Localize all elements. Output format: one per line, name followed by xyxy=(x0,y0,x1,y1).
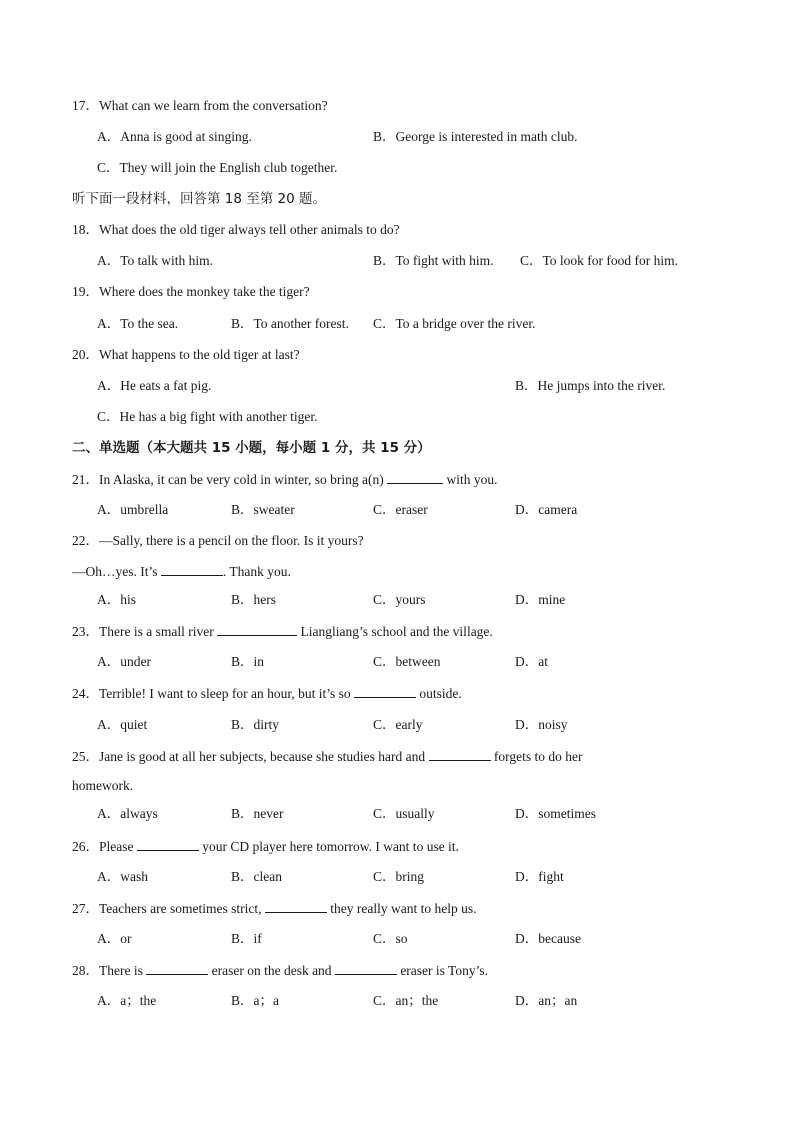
q26-option-d: D．fight xyxy=(515,869,564,884)
q26-option-a: A．wash xyxy=(97,869,148,884)
q28-text-middle: eraser on the desk and xyxy=(211,963,332,978)
q18-option-c: C．To look for food for him. xyxy=(520,253,679,268)
q23-text-before: 23．There is a small river xyxy=(72,624,214,639)
question-18-stem: 18．What does the old tiger always tell other animals to do? xyxy=(72,222,400,237)
q24-text-after: outside. xyxy=(419,686,462,701)
answer-blank xyxy=(217,622,297,636)
q25-option-a: A．always xyxy=(97,806,158,821)
question-17-stem: 17．What can we learn from the conversation? xyxy=(72,98,328,113)
q20-option-a: A．He eats a fat pig. xyxy=(97,378,212,393)
q19-option-b: B．To another forest. xyxy=(231,316,349,331)
question-25-continuation: homework. xyxy=(72,778,134,793)
q23-text-after: Liangliang’s school and the village. xyxy=(300,624,493,639)
q17-option-b: B．George is interested in math club. xyxy=(373,129,578,144)
q25-text-after: forgets to do her xyxy=(493,749,583,764)
q21-option-c: C．eraser xyxy=(373,502,428,517)
question-20-stem: 20．What happens to the old tiger at last? xyxy=(72,347,300,362)
answer-blank xyxy=(137,837,199,851)
q26-text-before: 26．Please xyxy=(72,839,134,854)
q27-option-d: D．because xyxy=(515,931,581,946)
q23-option-d: D．at xyxy=(515,654,548,669)
q28-option-a: A．a；the xyxy=(97,993,157,1008)
q24-text-before: 24．Terrible! I want to sleep for an hour, but it’s so xyxy=(72,686,351,701)
answer-blank xyxy=(265,899,327,913)
q25-option-d: D．sometimes xyxy=(515,806,596,821)
q22-option-b: B．hers xyxy=(231,592,276,607)
q24-option-c: C．early xyxy=(373,717,423,732)
q22-text-after: . Thank you. xyxy=(222,564,291,579)
q22-option-a: A．his xyxy=(97,592,137,607)
q17-option-a: A．Anna is good at singing. xyxy=(97,129,252,144)
q23-option-a: A．under xyxy=(97,654,151,669)
q28-text-after: eraser is Tony’s. xyxy=(400,963,488,978)
q18-option-a: A．To talk with him. xyxy=(97,253,214,268)
question-22-stem: 22．—Sally, there is a pencil on the floor. Is it yours? xyxy=(72,533,364,548)
answer-blank xyxy=(335,961,397,975)
answer-blank xyxy=(146,961,208,975)
q17-option-c: C．They will join the English club together. xyxy=(97,160,338,175)
q27-text-before: 27．Teachers are sometimes strict, xyxy=(72,901,262,916)
q27-option-b: B．if xyxy=(231,931,262,946)
q19-option-a: A．To the sea. xyxy=(97,316,179,331)
q25-option-b: B．never xyxy=(231,806,284,821)
answer-blank xyxy=(354,684,416,698)
question-26-stem xyxy=(72,837,459,856)
q24-option-a: A．quiet xyxy=(97,717,148,732)
question-22-reply xyxy=(72,562,291,581)
q25-text-before: 25．Jane is good at all her subjects, because she studies hard and xyxy=(72,749,426,764)
q26-option-c: C．bring xyxy=(373,869,425,884)
q22-option-c: C．yours xyxy=(373,592,426,607)
q27-option-c: C．so xyxy=(373,931,408,946)
q25-option-c: C．usually xyxy=(373,806,435,821)
answer-blank xyxy=(429,747,491,761)
q21-option-d: D．camera xyxy=(515,502,578,517)
question-25-stem xyxy=(72,747,583,766)
q22-option-d: D．mine xyxy=(515,592,566,607)
question-23-stem xyxy=(72,622,493,641)
q26-text-after: your CD player here tomorrow. I want to use it. xyxy=(202,839,459,854)
q28-text-before: 28．There is xyxy=(72,963,143,978)
listening-instruction: 听下面一段材料，回答第 18 至第 20 题。 xyxy=(72,191,327,207)
question-27-stem xyxy=(72,899,476,918)
q21-text-after: with you. xyxy=(446,472,498,487)
q20-option-c: C．He has a big fight with another tiger. xyxy=(97,409,318,424)
q19-option-c: C．To a bridge over the river. xyxy=(373,316,536,331)
q28-option-d: D．an；an xyxy=(515,993,578,1008)
q21-text-before: 21．In Alaska, it can be very cold in winter, so bring a(n) xyxy=(72,472,384,487)
q21-option-a: A．umbrella xyxy=(97,502,169,517)
answer-blank xyxy=(161,562,223,576)
q23-option-b: B．in xyxy=(231,654,265,669)
question-19-stem: 19．Where does the monkey take the tiger? xyxy=(72,284,310,299)
section-2-heading: 二、单选题（本大题共 15 小题，每小题 1 分，共 15 分） xyxy=(72,440,431,456)
q28-option-b: B．a；a xyxy=(231,993,279,1008)
q28-option-c: C．an；the xyxy=(373,993,439,1008)
q27-option-a: A．or xyxy=(97,931,132,946)
q18-option-b: B．To fight with him. xyxy=(373,253,494,268)
q23-option-c: C．between xyxy=(373,654,441,669)
q27-text-after: they really want to help us. xyxy=(330,901,477,916)
q26-option-b: B．clean xyxy=(231,869,282,884)
q22-text-before: —Oh…yes. It’s xyxy=(72,564,158,579)
answer-blank xyxy=(387,470,443,484)
q24-option-b: B．dirty xyxy=(231,717,280,732)
question-28-stem xyxy=(72,961,488,980)
question-21-stem xyxy=(72,470,498,489)
q21-option-b: B．sweater xyxy=(231,502,295,517)
q24-option-d: D．noisy xyxy=(515,717,568,732)
q20-option-b: B．He jumps into the river. xyxy=(515,378,666,393)
question-24-stem xyxy=(72,684,462,703)
